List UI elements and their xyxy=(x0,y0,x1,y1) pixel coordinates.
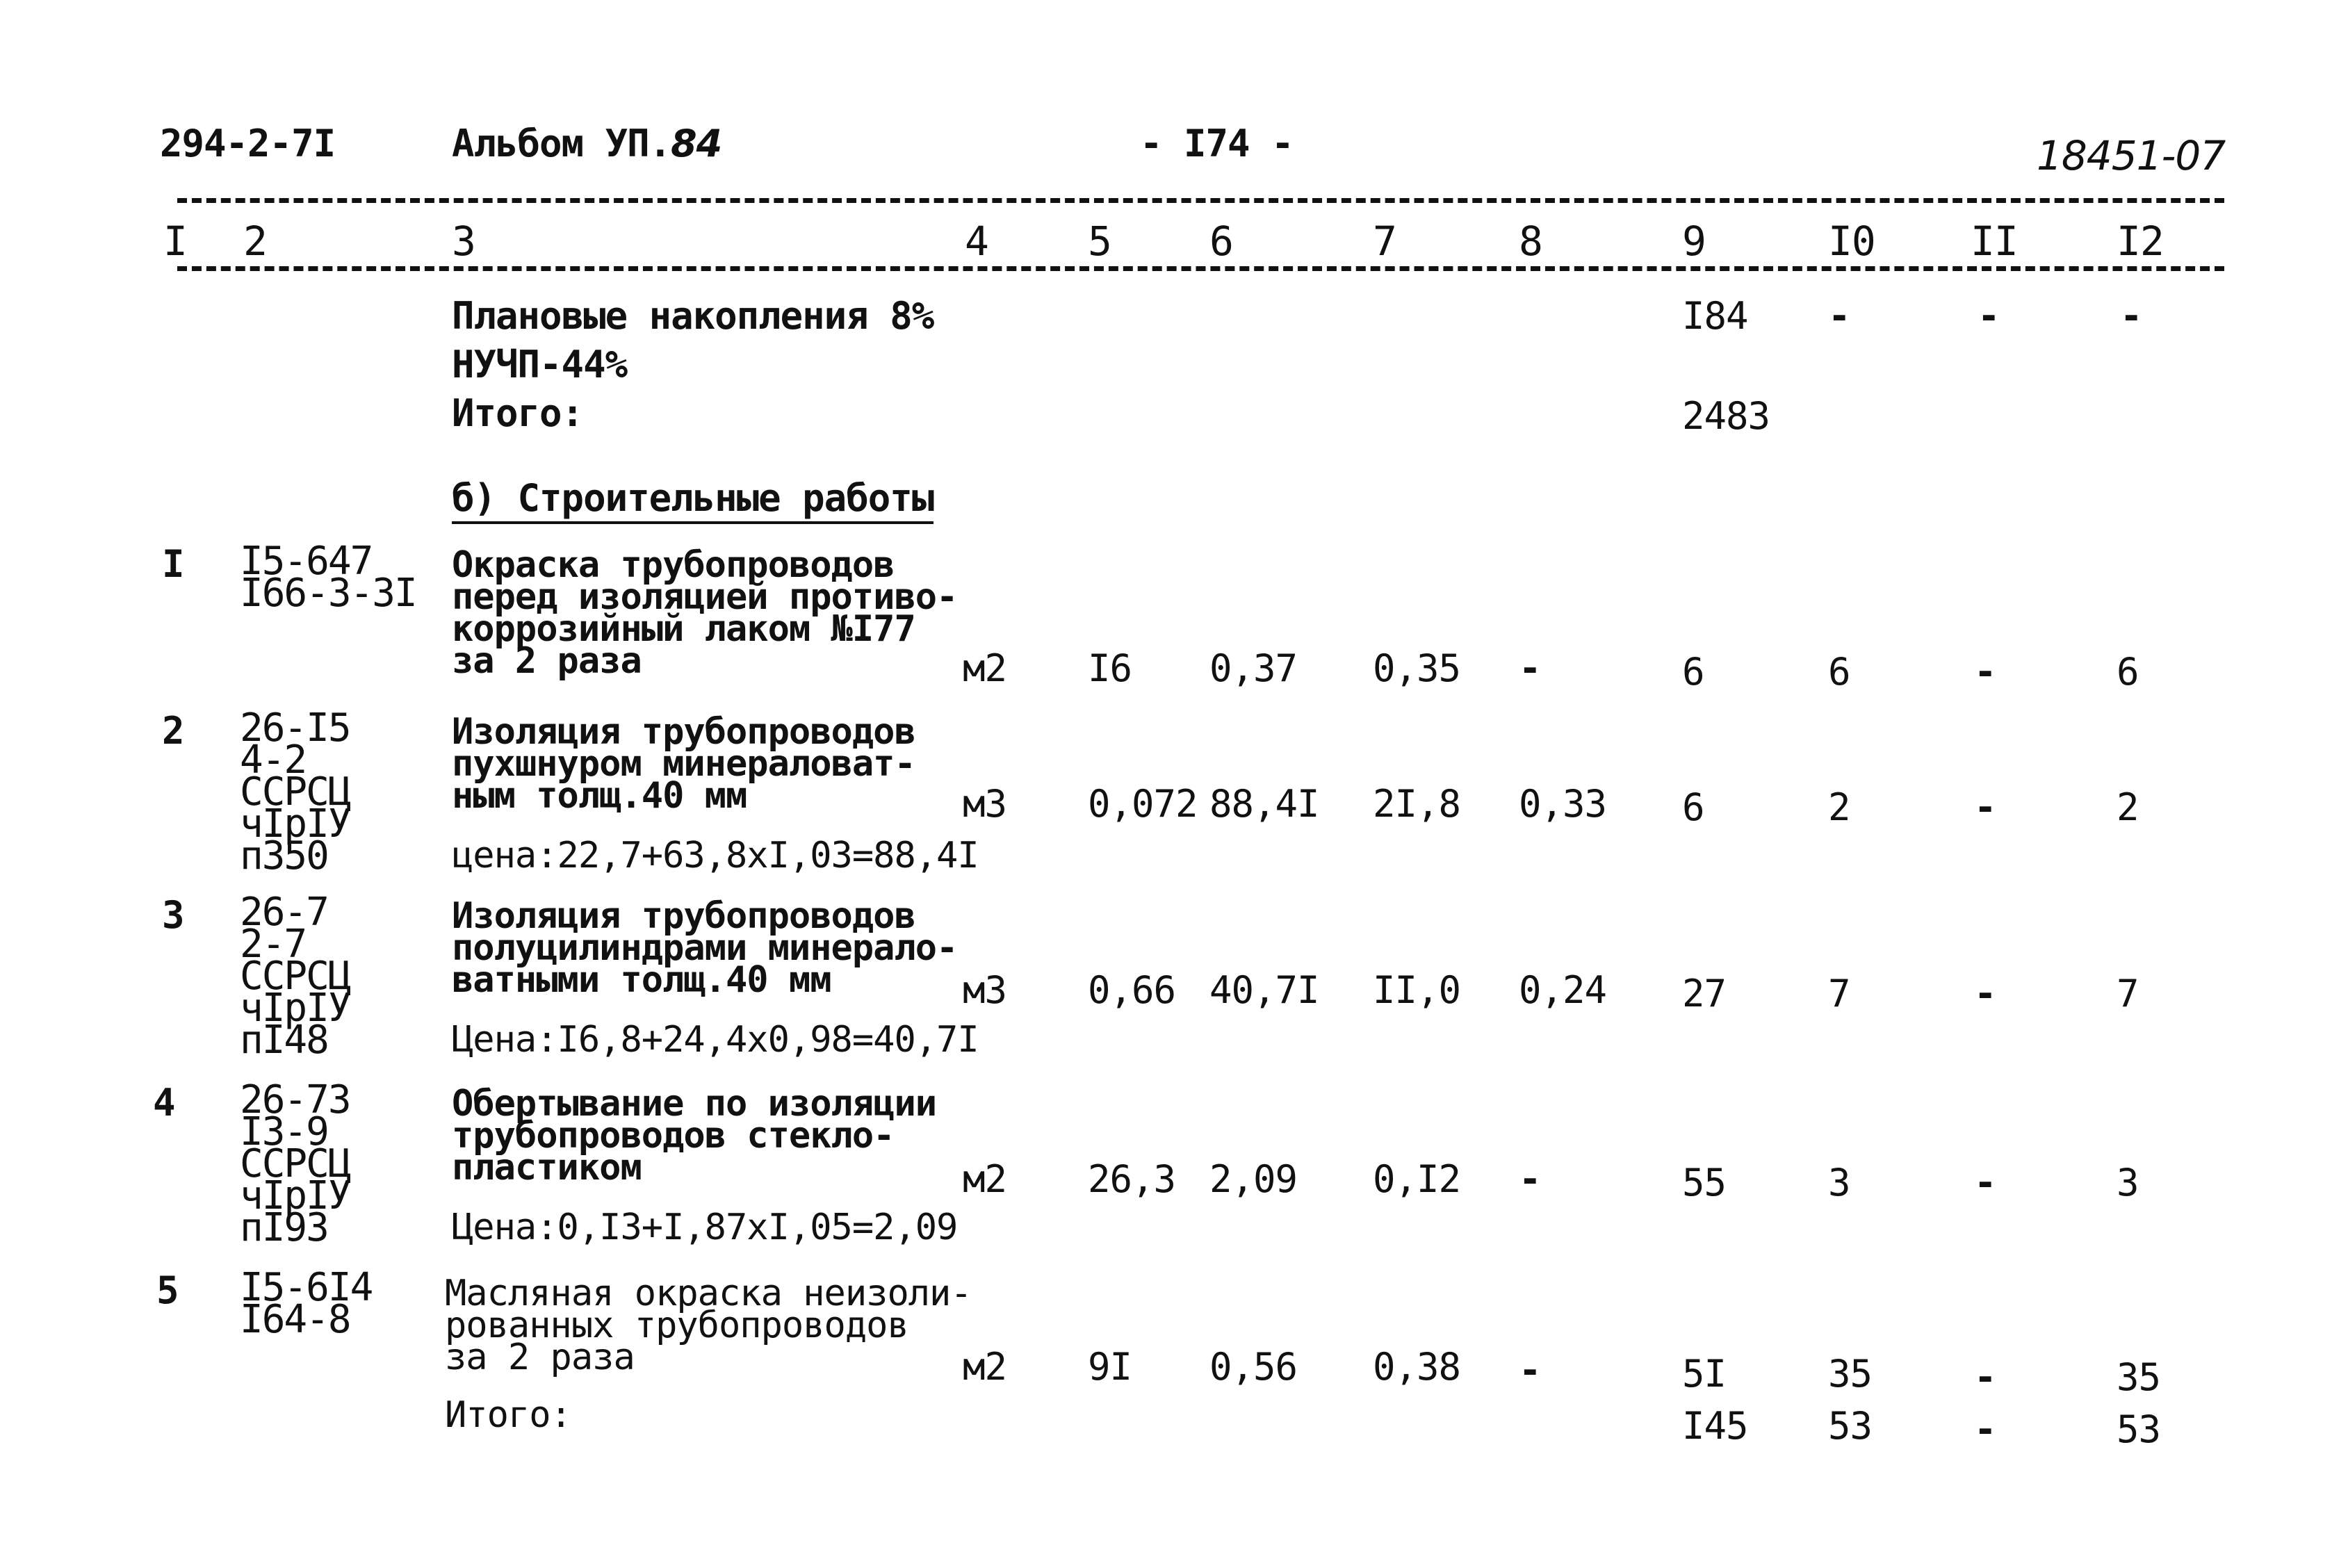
col-header-1: I xyxy=(163,218,187,265)
col-9-value: 6 xyxy=(1682,785,1704,829)
col-header-12: I2 xyxy=(2117,218,2164,265)
nuchp-label: НУЧП-44% xyxy=(452,343,628,386)
price-formula: Цена:0,I3+I,87хI,05=2,09 xyxy=(452,1207,958,1248)
col-11-value: - xyxy=(1974,1161,1996,1204)
col-8-value: 0,24 xyxy=(1519,968,1607,1012)
summary-total-label: Итого: xyxy=(452,391,584,435)
total-label: Итого: xyxy=(445,1394,571,1436)
col-7-value: 0,I2 xyxy=(1373,1157,1461,1201)
col-9-value: 55 xyxy=(1682,1161,1727,1204)
col-header-11: II xyxy=(1971,218,2018,265)
col-7-value: 2I,8 xyxy=(1373,782,1461,826)
col-10-value: 35 xyxy=(1828,1352,1873,1396)
col-7-value: 0,35 xyxy=(1373,646,1461,690)
col-11-value: - xyxy=(1974,972,1996,1015)
work-description: Изоляция трубопроводов пухшнуром минераловат- ным толщ.40 мм xyxy=(452,711,915,817)
price-formula: Цена:I6,8+24,4х0,98=40,7I xyxy=(452,1019,979,1061)
unit-price: 0,56 xyxy=(1209,1345,1298,1389)
document-code: 294-2-7I xyxy=(160,122,336,165)
col-header-6: 6 xyxy=(1209,218,1233,265)
price-formula: цена:22,7+63,8хI,03=88,4I xyxy=(452,835,979,876)
col-12-value: 7 xyxy=(2117,972,2139,1015)
col-8-value: - xyxy=(1519,646,1541,690)
row-number: 5 xyxy=(156,1268,179,1312)
work-description: Обертывание по изоляции трубопроводов стекло- пластиком xyxy=(452,1083,937,1189)
unit-price: 40,7I xyxy=(1209,968,1319,1012)
col-10-value: 6 xyxy=(1828,650,1850,694)
col-header-5: 5 xyxy=(1088,218,1111,265)
col-12-value: 6 xyxy=(2117,650,2139,694)
col-7-value: II,0 xyxy=(1373,968,1461,1012)
col-12-value: 35 xyxy=(2117,1355,2161,1399)
work-description: Масляная окраска неизоли- рованных трубопроводов за 2 раза xyxy=(445,1273,972,1378)
album-title: Альбом УП. xyxy=(452,122,671,165)
col-header-4: 4 xyxy=(965,218,988,265)
album-number: 84 xyxy=(671,122,722,165)
col-11-value: - xyxy=(1974,785,1996,829)
col-9-value: 5I xyxy=(1682,1352,1727,1396)
row-number: 3 xyxy=(162,893,184,937)
planned-savings-label: Плановые накопления 8% xyxy=(452,294,934,338)
album-label xyxy=(452,122,722,165)
col-8-value: - xyxy=(1519,1348,1541,1392)
unit: м3 xyxy=(963,968,1007,1012)
rate-code: I5-647 I66-3-3I xyxy=(240,539,416,616)
page-number: - I74 - xyxy=(1140,122,1294,165)
quantity: 0,66 xyxy=(1088,968,1176,1012)
rate-code: 26-73 I3-9 ССРСЦ чIрIУ пI93 xyxy=(240,1077,350,1250)
col-10-value: 2 xyxy=(1828,785,1850,829)
col-11-value: - xyxy=(1974,650,1996,694)
col-header-3: 3 xyxy=(452,218,475,265)
col-11-value: - xyxy=(1974,1355,1996,1399)
quantity: 0,072 xyxy=(1088,782,1198,826)
total-c9: I45 xyxy=(1682,1404,1748,1448)
col-header-8: 8 xyxy=(1519,218,1542,265)
document-number: 18451-07 xyxy=(2037,132,2226,179)
total-c12: 53 xyxy=(2117,1407,2161,1451)
unit: м2 xyxy=(963,1345,1007,1389)
work-description: Изоляция трубопроводов полуцилиндрами минерало- ватными толщ.40 мм xyxy=(452,895,958,1001)
summary-total-c9: 2483 xyxy=(1682,394,1770,438)
work-description: Окраска трубопроводов перед изоляцией противо- коррозийный лаком №I77 за 2 раза xyxy=(452,544,958,682)
section-title: б) Строительные работы xyxy=(452,480,934,517)
row-number: I xyxy=(162,542,184,586)
top-dashed-rule xyxy=(177,198,2224,203)
col-8-value: 0,33 xyxy=(1519,782,1607,826)
rate-code: 26-I5 4-2 ССРСЦ чIрIУ п350 xyxy=(240,705,350,879)
planned-savings-c9: I84 xyxy=(1682,294,1748,338)
unit-price: 2,09 xyxy=(1209,1157,1298,1201)
col-header-2: 2 xyxy=(243,218,267,265)
unit: м2 xyxy=(963,646,1007,690)
unit: м3 xyxy=(963,782,1007,826)
col-12-value: 3 xyxy=(2117,1161,2139,1204)
quantity: 9I xyxy=(1088,1345,1132,1389)
planned-savings-c11: - xyxy=(1978,294,2000,338)
planned-savings-c12: - xyxy=(2120,294,2142,338)
row-number: 4 xyxy=(153,1081,175,1125)
col-header-9: 9 xyxy=(1682,218,1706,265)
col-9-value: 27 xyxy=(1682,972,1727,1015)
col-9-value: 6 xyxy=(1682,650,1704,694)
unit-price: 0,37 xyxy=(1209,646,1298,690)
col-7-value: 0,38 xyxy=(1373,1345,1461,1389)
planned-savings-c10: - xyxy=(1828,294,1850,338)
col-10-value: 3 xyxy=(1828,1161,1850,1204)
col-10-value: 7 xyxy=(1828,972,1850,1015)
rate-code: 26-7 2-7 ССРСЦ чIрIУ пI48 xyxy=(240,890,350,1063)
col-header-10: I0 xyxy=(1828,218,1875,265)
col-header-7: 7 xyxy=(1373,218,1396,265)
col-8-value: - xyxy=(1519,1157,1541,1201)
unit: м2 xyxy=(963,1157,1007,1201)
total-c11: - xyxy=(1974,1407,1996,1451)
header-dashed-rule xyxy=(177,266,2224,271)
unit-price: 88,4I xyxy=(1209,782,1319,826)
row-number: 2 xyxy=(162,709,184,753)
col-12-value: 2 xyxy=(2117,785,2139,829)
quantity: 26,3 xyxy=(1088,1157,1176,1201)
quantity: I6 xyxy=(1088,646,1132,690)
rate-code: I5-6I4 I64-8 xyxy=(240,1265,373,1342)
total-c10: 53 xyxy=(1828,1404,1873,1448)
